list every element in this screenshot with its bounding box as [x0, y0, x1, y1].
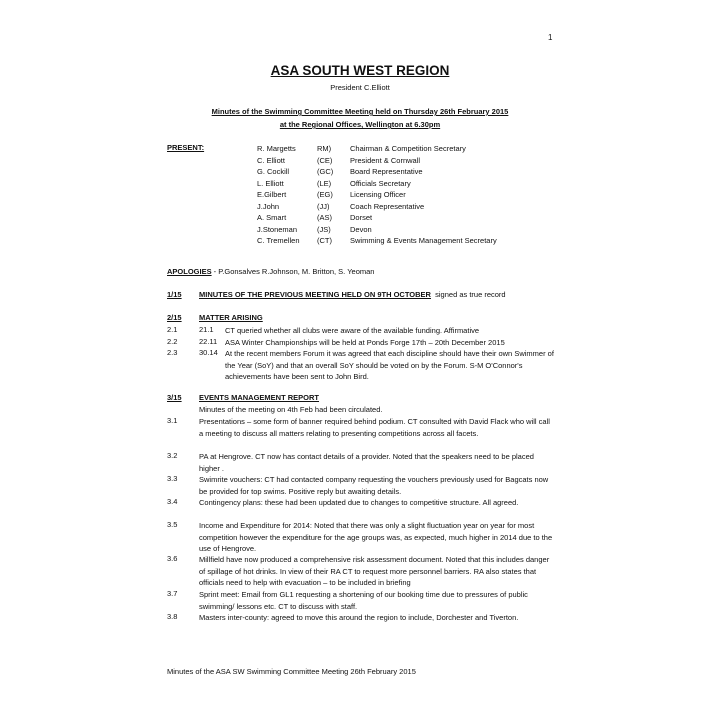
item-number: 2.3: [167, 348, 178, 357]
attendee-initials: (GC): [317, 167, 334, 176]
attendee-role: Officials Secretary: [350, 178, 411, 188]
attendee-initials: RM): [317, 144, 332, 153]
attendee-name: J.John: [257, 201, 280, 211]
apologies-line: [167, 267, 374, 276]
item-number: 3.2: [167, 451, 178, 460]
item-number: 3.6: [167, 554, 178, 563]
apologies-label: APOLOGIES: [167, 267, 212, 276]
attendee-row: [257, 143, 497, 155]
apologies-text: - P.Gonsalves R.Johnson, M. Britton, S. Yeoman: [211, 267, 375, 276]
item-number: 3.1: [167, 416, 178, 425]
attendee-row: [257, 155, 497, 167]
section-trail: signed as true record: [435, 290, 506, 299]
item-text: Masters inter-county: agreed to move this around the region to include, Dorchester and Tiverton.: [199, 613, 519, 622]
attendee-initials: (CE): [317, 155, 333, 165]
attendee-table: [257, 143, 497, 247]
attendee-name: C. Tremellen: [257, 236, 300, 245]
meeting-heading-line1: Minutes of the Swimming Committee Meeting held on Thursday 26th February 2015: [211, 107, 509, 116]
item-reference: 21.1: [199, 325, 214, 334]
attendee-role: President & Cornwall: [350, 155, 421, 165]
attendee-row: [257, 178, 497, 190]
attendee-role: Board Representative: [350, 167, 423, 176]
present-label: PRESENT:: [167, 143, 205, 152]
attendee-initials: (EG): [317, 190, 333, 199]
section-1-heading: [167, 290, 506, 299]
item-text: ASA Winter Championships will be held at Ponds Forge 17th – 20th December 2015: [225, 338, 505, 347]
section-title: EVENTS MANAGEMENT REPORT: [199, 393, 320, 402]
section-title: MINUTES OF THE PREVIOUS MEETING HELD ON 9TH OCTOBER: [199, 290, 431, 299]
section-title: MATTER ARISING: [199, 313, 263, 322]
attendee-row: [257, 166, 497, 178]
item-text: At the recent members Forum it was agreed that each discipline should have their own Swimmer of the Year (SoY) and that an overall SoY should be voted on by the Forum. S-M O'Connor's achievements have been sent to John Bird.: [225, 349, 554, 381]
attendee-name: C. Elliott: [257, 155, 285, 165]
attendee-row: [257, 235, 497, 247]
attendee-role: Coach Representative: [350, 201, 425, 211]
item-number: 3.4: [167, 497, 178, 506]
item-reference: 30.14: [199, 348, 218, 357]
meeting-heading-line2: at the Regional Offices, Wellington at 6.30pm: [279, 120, 441, 129]
attendee-name: R. Margetts: [257, 144, 296, 153]
page-footer: Minutes of the ASA SW Swimming Committee Meeting 26th February 2015: [167, 667, 416, 676]
section-2-heading: [167, 313, 263, 322]
attendee-name: L. Elliott: [257, 178, 284, 188]
page-number: 1: [548, 33, 553, 42]
item-text: Sprint meet: Email from GL1 requesting a shortening of our booking time due to pressures of public swimming/ lessons etc. CT to discuss with staff.: [199, 590, 528, 611]
section-number: 1/15: [167, 290, 182, 299]
item-reference: 22.11: [199, 337, 218, 346]
item-text: Swimrite vouchers: CT had contacted company requesting the vouchers previously used for Bagcats now be provided for top swims. Positive reply but awaiting details.: [199, 475, 549, 496]
attendee-name: J.Stoneman: [257, 224, 298, 234]
item-number: 3.3: [167, 474, 178, 483]
attendee-name: E.Gilbert: [257, 190, 287, 199]
attendee-row: [257, 201, 497, 213]
item-number: 2.2: [167, 337, 178, 346]
attendee-initials: (JJ): [317, 201, 330, 211]
attendee-initials: (CT): [317, 236, 332, 245]
section-3-intro: Minutes of the meeting on 4th Feb had been circulated.: [199, 405, 383, 414]
item-text: Presentations – some form of banner required behind podium. CT consulted with David Flack who will call a meeting to discuss all matters relating to presenting competitions across all facets.: [199, 417, 550, 438]
attendee-role: Swimming & Events Management Secretary: [350, 236, 497, 245]
attendee-role: Chairman & Competition Secretary: [350, 144, 466, 153]
attendee-role: Devon: [350, 224, 372, 234]
attendee-initials: (JS): [317, 224, 331, 234]
item-text: CT queried whether all clubs were aware of the available funding. Affirmative: [225, 326, 480, 335]
attendee-name: A. Smart: [257, 213, 287, 222]
section-number: 2/15: [167, 313, 182, 322]
attendee-initials: (AS): [317, 213, 332, 222]
item-text: Income and Expenditure for 2014: Noted that there was only a slight fluctuation year on year for most competition however the expenditure for the age groups was, as expected, much higher in 2014 due to the use of Hengrove.: [199, 521, 553, 553]
item-text: PA at Hengrove. CT now has contact details of a provider. Noted that the speakers need to be placed higher .: [199, 452, 534, 473]
attendee-name: G. Cockill: [257, 167, 290, 176]
president-line: President C.Elliott: [330, 83, 390, 92]
attendee-role: Licensing Officer: [350, 190, 406, 199]
item-number: 3.7: [167, 589, 178, 598]
section-3-heading: [167, 393, 319, 402]
item-text: Contingency plans: these had been updated due to changes to competitive structure. All agreed.: [199, 498, 519, 507]
item-number: 3.5: [167, 520, 178, 529]
attendee-row: [257, 212, 497, 224]
item-number: 2.1: [167, 325, 178, 334]
item-number: 3.8: [167, 612, 178, 621]
item-text: Millfield have now produced a comprehensive risk assessment document. Noted that this includes danger of spillage of hot drinks. In view of their RA CT to request more personnel barriers. RA also states that officials need to help with evacuation – to be included in briefing: [199, 555, 550, 587]
section-number: 3/15: [167, 393, 182, 402]
attendee-initials: (LE): [317, 178, 332, 188]
document-title: ASA SOUTH WEST REGION: [270, 63, 450, 78]
attendee-row: [257, 189, 497, 201]
attendee-role: Dorset: [350, 213, 373, 222]
attendee-row: [257, 224, 497, 236]
